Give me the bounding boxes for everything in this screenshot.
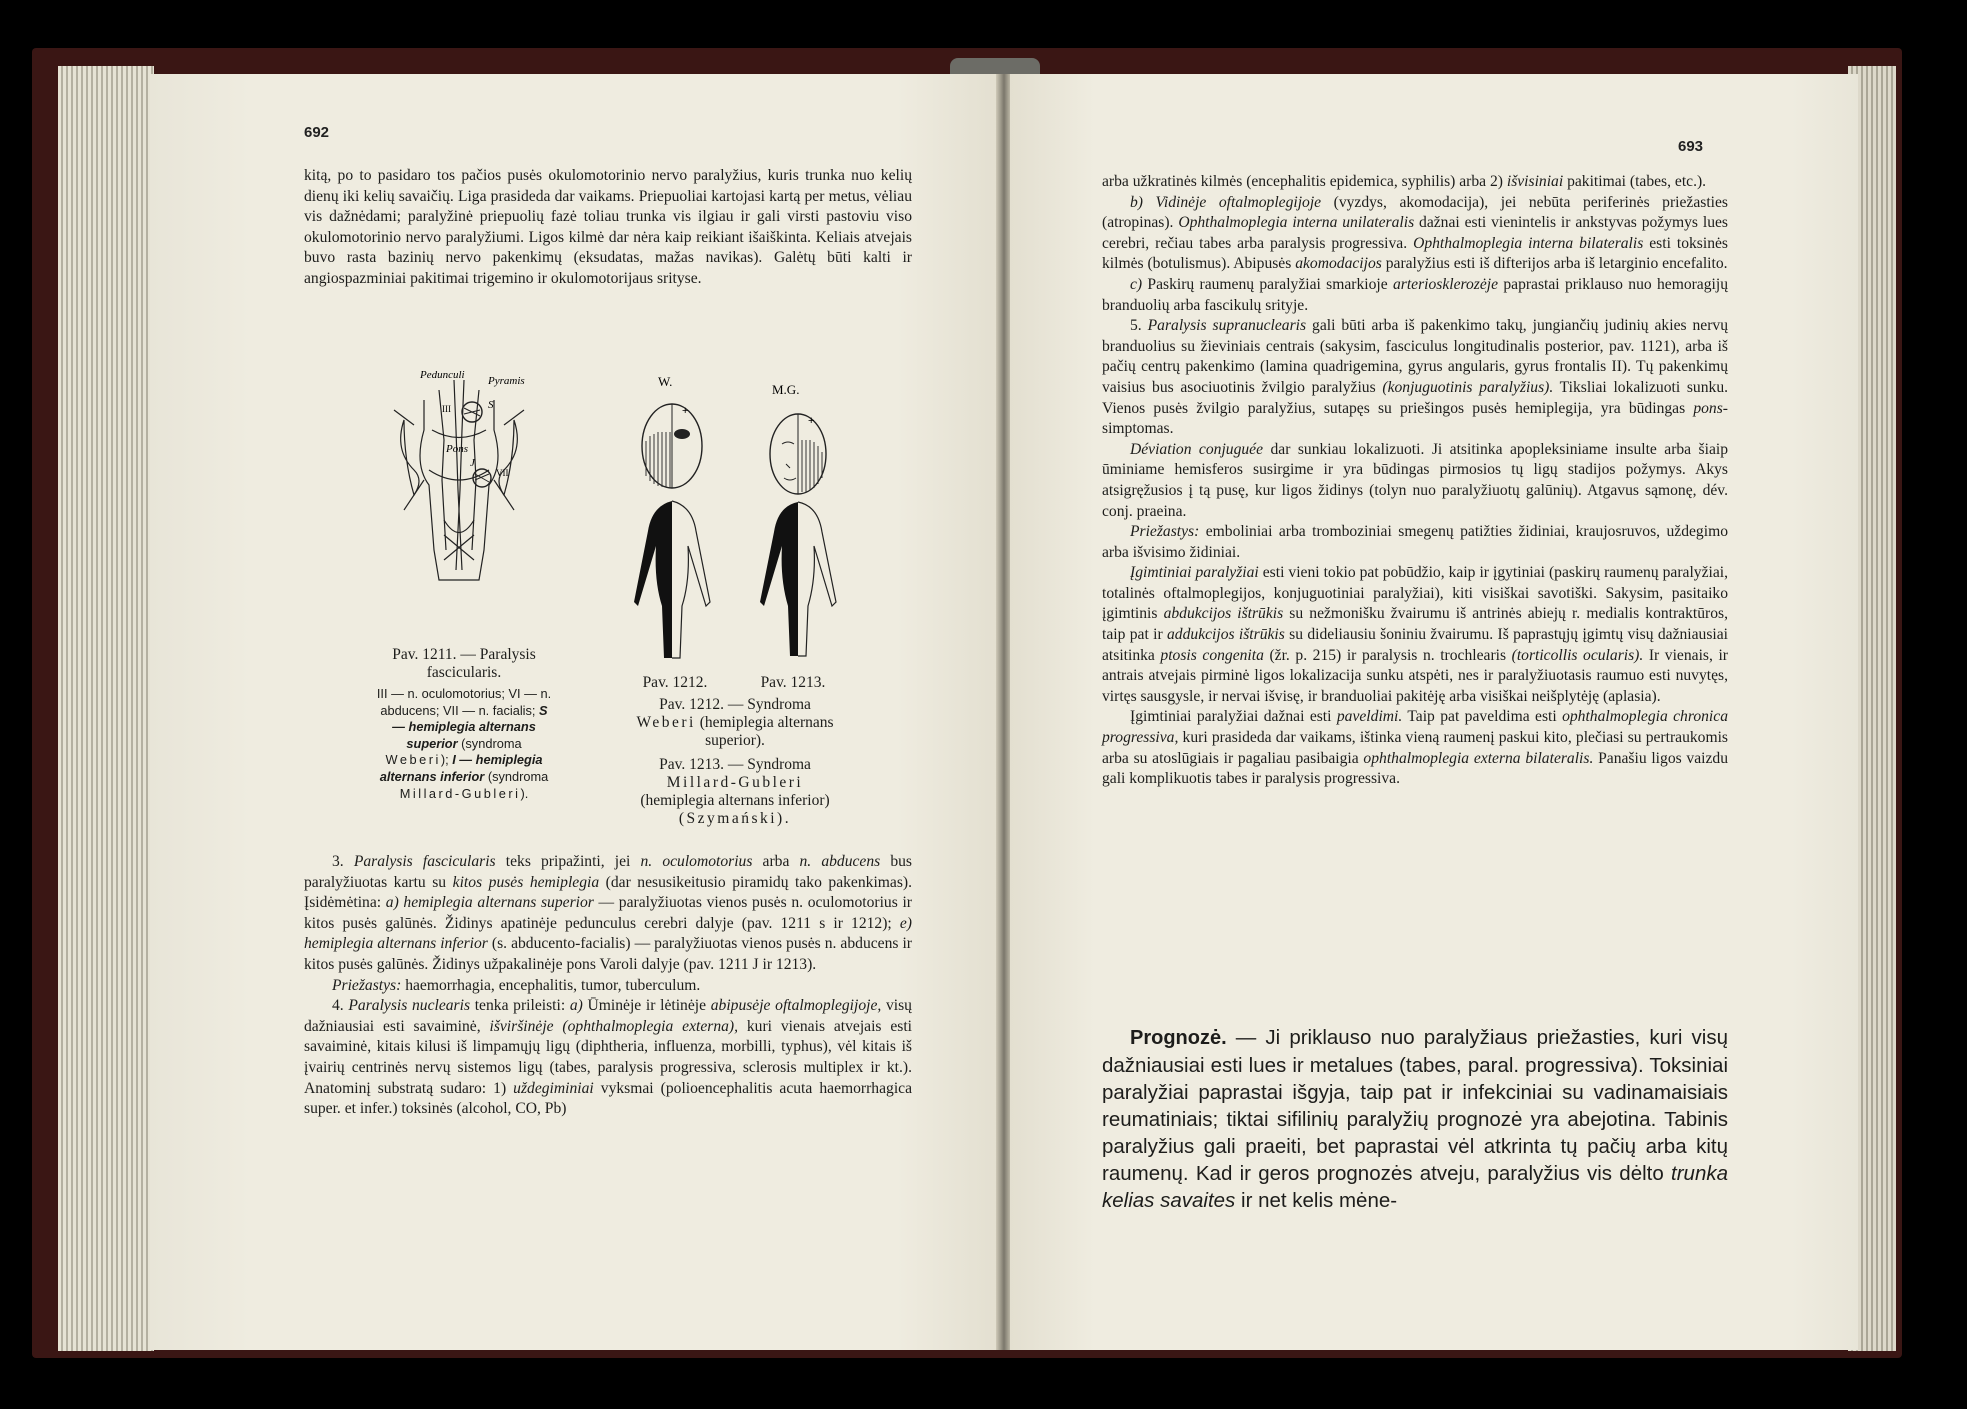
text-span: c) bbox=[1130, 275, 1143, 293]
figure-1212-weber bbox=[624, 366, 744, 666]
caption-part: Weberi bbox=[636, 714, 696, 731]
text-span: dažnai esti vienintelis ir ankstyvas požymys lues cerebri, rečiau tabes arba paralysis progressiva. bbox=[1102, 214, 1728, 252]
section-heading-prognoze: Prognozė. bbox=[1130, 1027, 1227, 1049]
text-span: Taip pat paveldima esti bbox=[1402, 708, 1563, 726]
text-span: b) Vidinėje oftalmoplegijoje bbox=[1130, 193, 1322, 211]
text-span: ophthalmoplegia externa bilateralis. bbox=[1363, 749, 1594, 767]
text-span: pakitimai (tabes, etc.). bbox=[1563, 173, 1707, 190]
text-span: arba bbox=[752, 853, 800, 870]
paragraph-priezastys-right bbox=[1102, 522, 1728, 563]
text-span: 3. bbox=[332, 853, 354, 870]
text-span: dar sunkiau lokalizuoti. Ji atsitinka apopleksiniame insulte arba šiaip ūminiame hemisferos susirgime ir yra būdingas pirmosios tų ligų stadijos požymys. Akys atsigręžusios į tą pusę, kur ligos židinys (tolyn nuo paralyžiuotų galūnių). Atgavus sąmonę, dév. conj. praeina. bbox=[1102, 440, 1729, 520]
legend-part: (syndroma bbox=[484, 768, 549, 784]
figure-1212-letter: W. bbox=[658, 374, 673, 389]
text-span: Priežastys: bbox=[1130, 523, 1200, 541]
text-span: Paralysis supranuclearis bbox=[1147, 317, 1307, 335]
text-span: abipusėje oftalmoplegijoje, bbox=[710, 997, 882, 1015]
figure-1213-millard-gubler bbox=[746, 374, 866, 664]
label-pedunculi: Pedunculi bbox=[420, 370, 465, 381]
text-span: paveldimi. bbox=[1336, 708, 1403, 726]
page-left bbox=[150, 74, 998, 1350]
text-span: abdukcijos ištrūkis bbox=[1163, 605, 1284, 623]
svg-text:+: + bbox=[682, 405, 689, 417]
text-span: (vyzdys, akomodacija), jei nebūta periferinės priežasties (atropinas). bbox=[1102, 193, 1728, 232]
caption-1212 bbox=[630, 696, 840, 750]
text-span: išvisiniai bbox=[1506, 173, 1564, 190]
page-number-left: 692 bbox=[304, 124, 330, 141]
text-span: esti vieni tokio pat pobūdžio, kaip ir įgytiniai (paskirų raumenų paralyžiai, totalinės oftalmoplegijos, konjuguotiniai paralyžiai), kiti visiškai savotiški. Sakysim, pasitaiko įgimtinis bbox=[1102, 564, 1728, 623]
page-number-right: 693 bbox=[1678, 138, 1704, 155]
page-right bbox=[1010, 74, 1858, 1350]
text-span: addukcijos ištrūkis bbox=[1167, 626, 1285, 644]
text-span: 5. bbox=[1130, 317, 1148, 335]
text-span: paprastai priklauso nuo hemoragijų branduolių arba fascikulų srityje. bbox=[1102, 275, 1728, 314]
text-span: arba užkratinės kilmės (encephalitis epidemica, syphilis) arba 2) bbox=[1102, 173, 1507, 190]
text-span: Ūminėje ir lėtinėje bbox=[582, 997, 711, 1015]
text-span: (s. abducento-facialis) — paralyžiuotas vienos pusės n. abducens ir kitos pusės galūnės. Židinys užpakalinėje pons Varoli dalyje (pav. 1211 J ir 1213). bbox=[304, 935, 912, 973]
figure-1211-brainstem bbox=[384, 370, 534, 585]
caption-1211-legend bbox=[376, 686, 552, 802]
legend-part: (syndroma bbox=[457, 735, 522, 751]
figure-1212-label: Pav. 1212. bbox=[642, 674, 708, 691]
text-span: kuri vienais atvejais esti savaiminė, kitais kilusi iš limpamųjų ligų (diphtheria, influenza, morbilli, typhus), vėl kitais iš įvairių centrinės nervų sistemos ligų (tabes, paralysis progressiva, sclerosis multiplex ir kt.). Anatominį substratą sudaro: 1) bbox=[304, 1017, 912, 1097]
label-vii: VII bbox=[496, 468, 509, 478]
label-pyramis: Pyramis bbox=[488, 375, 525, 387]
text-span: — Ji priklauso nuo paralyžiaus priežasties, kuri visų dažniausiai esti lues ir metalues (tabes, paral. progressiva). Toksiniai paralyžiai paprastai išgyja, taip pat ir infekciniai su vadinamaisiais reumatiniais; tiktai sifilinių paralyžių prognozė yra abejotina. Tabinis paralyžius gali praeiti, bet paprastai vėl atkrinta tų pačių arba kitų raumenų. Kad ir geros prognozės atveju, paralyžius vis dėlto bbox=[1102, 1026, 1728, 1185]
text-span: 4. bbox=[332, 997, 349, 1015]
caption-part: Pav. 1213. — Syndroma bbox=[659, 756, 811, 773]
text-span: — paralyžiuotas vienos pusės n. oculomotorius ir kitos pusės galūnės. Židinys apatinėje pedunculus cerebri dalyje (pav. 1211 s ir 1212); bbox=[304, 894, 912, 932]
left-text-bottom bbox=[304, 852, 912, 1120]
text-span: (torticollis ocularis). bbox=[1511, 646, 1644, 664]
svg-text:+: + bbox=[808, 415, 815, 427]
paragraph-deviation bbox=[1102, 440, 1728, 522]
text-span: gali būti arba iš pakenkimo takų, jungiančių judinių akies nervų branduolius su žieviniais centrais (sakysim, fasciculus longitudinalis posterior, pav. 1121), arba iš pačių centrų pakenkimo (lamina quadrigemina, gyrus angularis, gyrus frontalis II). Tų pakenkimų vaisius bus asociuotinis žvilgio paralyžius bbox=[1102, 317, 1729, 396]
paragraph-fascicularis bbox=[304, 852, 912, 976]
text-span: su dideliausiu šoniniu žvairumu. Iš paprastųjų įgimtų visų dažniausiai atsitinka bbox=[1102, 626, 1728, 664]
text-span: Įgimtiniai paralyžiai dažnai esti bbox=[1130, 708, 1337, 726]
caption-1213 bbox=[630, 756, 840, 828]
legend-part: Millard-Gubleri bbox=[399, 785, 521, 801]
text-span: Paralysis nuclearis bbox=[348, 997, 471, 1015]
text-span: Paskirų raumenų paralyžiai smarkioje bbox=[1142, 275, 1393, 293]
text-span: Déviation conjuguée bbox=[1130, 440, 1264, 458]
left-text-top bbox=[304, 166, 912, 290]
text-span: (dar nesusikeitusio piramidų tako pakenkimas). Įsidėmėtina: bbox=[304, 873, 912, 912]
paragraph-paveldimi bbox=[1102, 707, 1728, 789]
text-span: trunka kelias savaites bbox=[1102, 1162, 1728, 1212]
text-span: Paralysis fascicularis bbox=[353, 853, 496, 870]
text-span: a) bbox=[569, 997, 583, 1015]
legend-part: ); bbox=[440, 752, 453, 768]
text-span: e) hemiplegia alternans inferior bbox=[304, 914, 912, 953]
paragraph-intro: kitą, po to pasidaro tos pačios pusės okulomotorinio nervo paralyžius, kuris trunka nuo kelių dienų iki kelių savaičių. Liga prasideda dar vaikams. Priepuoliai kartojasi kartą per metus, vėliau vis dažnėdami; paralyžinė priepuolių fazė toliau trunka vis ilgiau ir gali virsti pastoviu viso okulomotorinio nervo paralyžiumi. Ligos kilmė dar nėra kaip reikiant išaiškinta. Keliais atvejais buvo rasta bazinių nervo pakenkimų (eksudatas, mažas navikas). Galėtų būti kalti ir angiospazminiai pakitimai trigemino ir okulomotorijaus srityse. bbox=[304, 167, 912, 287]
text-span: ir net kelis mėne- bbox=[1235, 1189, 1398, 1212]
caption-part: Pav. 1212. — Syndroma bbox=[659, 696, 811, 713]
paragraph-supranuclearis bbox=[1102, 316, 1728, 440]
legend-part: Weberi bbox=[385, 752, 441, 768]
paragraph-priezastys bbox=[304, 976, 912, 997]
text-span: Ophthalmoplegia interna bilateralis bbox=[1413, 234, 1644, 252]
text-span: pons bbox=[1693, 399, 1723, 417]
text-span: Ir vienais, ir antrais atvejais pirminė ligos lokalizacija sunku atspėti, nes ir paralyžiuotasis raumuo esti nuvytęs, virtęs sausgysle, ir nervai išvisę, ir branduoliai pakitėję arba visiškai neišplytėję (aplasia). bbox=[1102, 646, 1728, 705]
text-span: esti toksinės kilmės (botulismus). Abipusės bbox=[1102, 234, 1728, 273]
text-span: kitos pusės hemiplegia bbox=[452, 873, 600, 891]
right-text-main bbox=[1102, 172, 1728, 790]
text-span: tenka prileisti: bbox=[470, 997, 570, 1015]
paragraph-igimtiniai bbox=[1102, 563, 1728, 707]
figure-1213-letter: M.G. bbox=[772, 382, 800, 397]
text-span: arteriosklerozėje bbox=[1392, 275, 1499, 293]
caption-part: (hemiplegia alternans inferior) bbox=[640, 792, 830, 809]
text-span: išviršinėje (ophthalmoplegia externa), bbox=[489, 1017, 739, 1035]
paragraph-vidine bbox=[1102, 193, 1728, 275]
paragraph-nuclearis bbox=[304, 996, 912, 1120]
text-span: -simptomas. bbox=[1102, 399, 1728, 438]
legend-part: III — n. oculomotorius; VI — n. abducens; VII — n. facialis; bbox=[376, 686, 552, 718]
label-iii: III bbox=[442, 404, 451, 414]
text-span: Priežastys: bbox=[332, 976, 402, 994]
text-span: Ophthalmoplegia interna unilateralis bbox=[1178, 214, 1415, 232]
legend-part: I — hemiplegia alternans inferior bbox=[379, 752, 543, 784]
paragraph-prognoze bbox=[1102, 1024, 1728, 1214]
legend-part: ). bbox=[520, 785, 529, 801]
text-span: Tiksliai lokalizuoti sunku. Vienos pusės žvilgio paralyžius, sutapęs su priešingos pusės hemiplegija, yra būdingas bbox=[1102, 378, 1729, 417]
text-span: haemorrhagia, encephalitis, tumor, tuberculum. bbox=[401, 976, 701, 994]
text-span: bus paralyžiuotas kartu su bbox=[304, 853, 913, 891]
page-edges-left bbox=[58, 66, 154, 1351]
label-j: J bbox=[470, 457, 475, 469]
text-span: Įgimtiniai paralyžiai bbox=[1130, 564, 1259, 582]
caption-part: (Szymański). bbox=[678, 810, 792, 827]
text-span: ptosis congenita bbox=[1160, 646, 1264, 664]
text-span: akomodacijos bbox=[1295, 255, 1382, 273]
label-pons: Pons bbox=[446, 443, 468, 455]
paragraph-continued bbox=[1102, 172, 1728, 193]
caption-1211-title: Pav. 1211. — Paralysis fascicularis. bbox=[392, 646, 536, 681]
text-span: uždegiminiai bbox=[513, 1079, 594, 1097]
text-span: teks pripažinti, jei bbox=[495, 853, 641, 870]
legend-part: S — hemiplegia alternans superior bbox=[392, 702, 548, 751]
text-span: emboliniai arba tromboziniai smegenų patižties židiniai, kraujosruvos, uždegimo arba išvisimo židiniai. bbox=[1102, 523, 1728, 561]
label-s: S bbox=[488, 399, 494, 411]
text-span: n. abducens bbox=[799, 853, 881, 870]
text-span: ophthalmoplegia chronica progressiva, bbox=[1102, 708, 1728, 747]
text-span: su nežmonišku žvairumu iš antrinės abiejų r. medialis kontraktūros, taip pat ir bbox=[1102, 605, 1728, 644]
text-span: (žr. p. 215) ir paralysis n. trochlearis bbox=[1263, 646, 1512, 664]
text-span: a) hemiplegia alternans superior bbox=[385, 894, 594, 912]
text-span: Panašiu ligos vaizdu gali komplikuotis tabes ir paralysis progressiva. bbox=[1102, 749, 1728, 788]
text-span: paralyžius esti iš difterijos arba iš letarginio encefalito. bbox=[1381, 255, 1728, 273]
right-text-prognoze bbox=[1102, 1024, 1728, 1214]
text-span: vyksmai (polioencephalitis acuta haemorrhagica super. et infer.) toksinės (alcohol, CO, Pb) bbox=[304, 1079, 912, 1118]
text-span: n. oculomotorius bbox=[640, 853, 753, 870]
text-span: kuri prasideda dar vaikams, ištinka vieną raumenį paskui kito, plečiasi su pertraukomis arba su atoslūgiais ir pagaliau pasibaigia bbox=[1102, 729, 1728, 767]
caption-part: (hemiplegia alternans superior). bbox=[695, 714, 834, 749]
caption-part: Millard-Gubleri bbox=[666, 774, 804, 791]
paragraph-arteriosklerozeje bbox=[1102, 275, 1728, 316]
text-span: (konjuguotinis paralyžius). bbox=[1382, 378, 1554, 396]
figure-1213-label: Pav. 1213. bbox=[760, 674, 826, 691]
text-span: visų dažniausiai esti savaiminė, bbox=[304, 997, 912, 1035]
